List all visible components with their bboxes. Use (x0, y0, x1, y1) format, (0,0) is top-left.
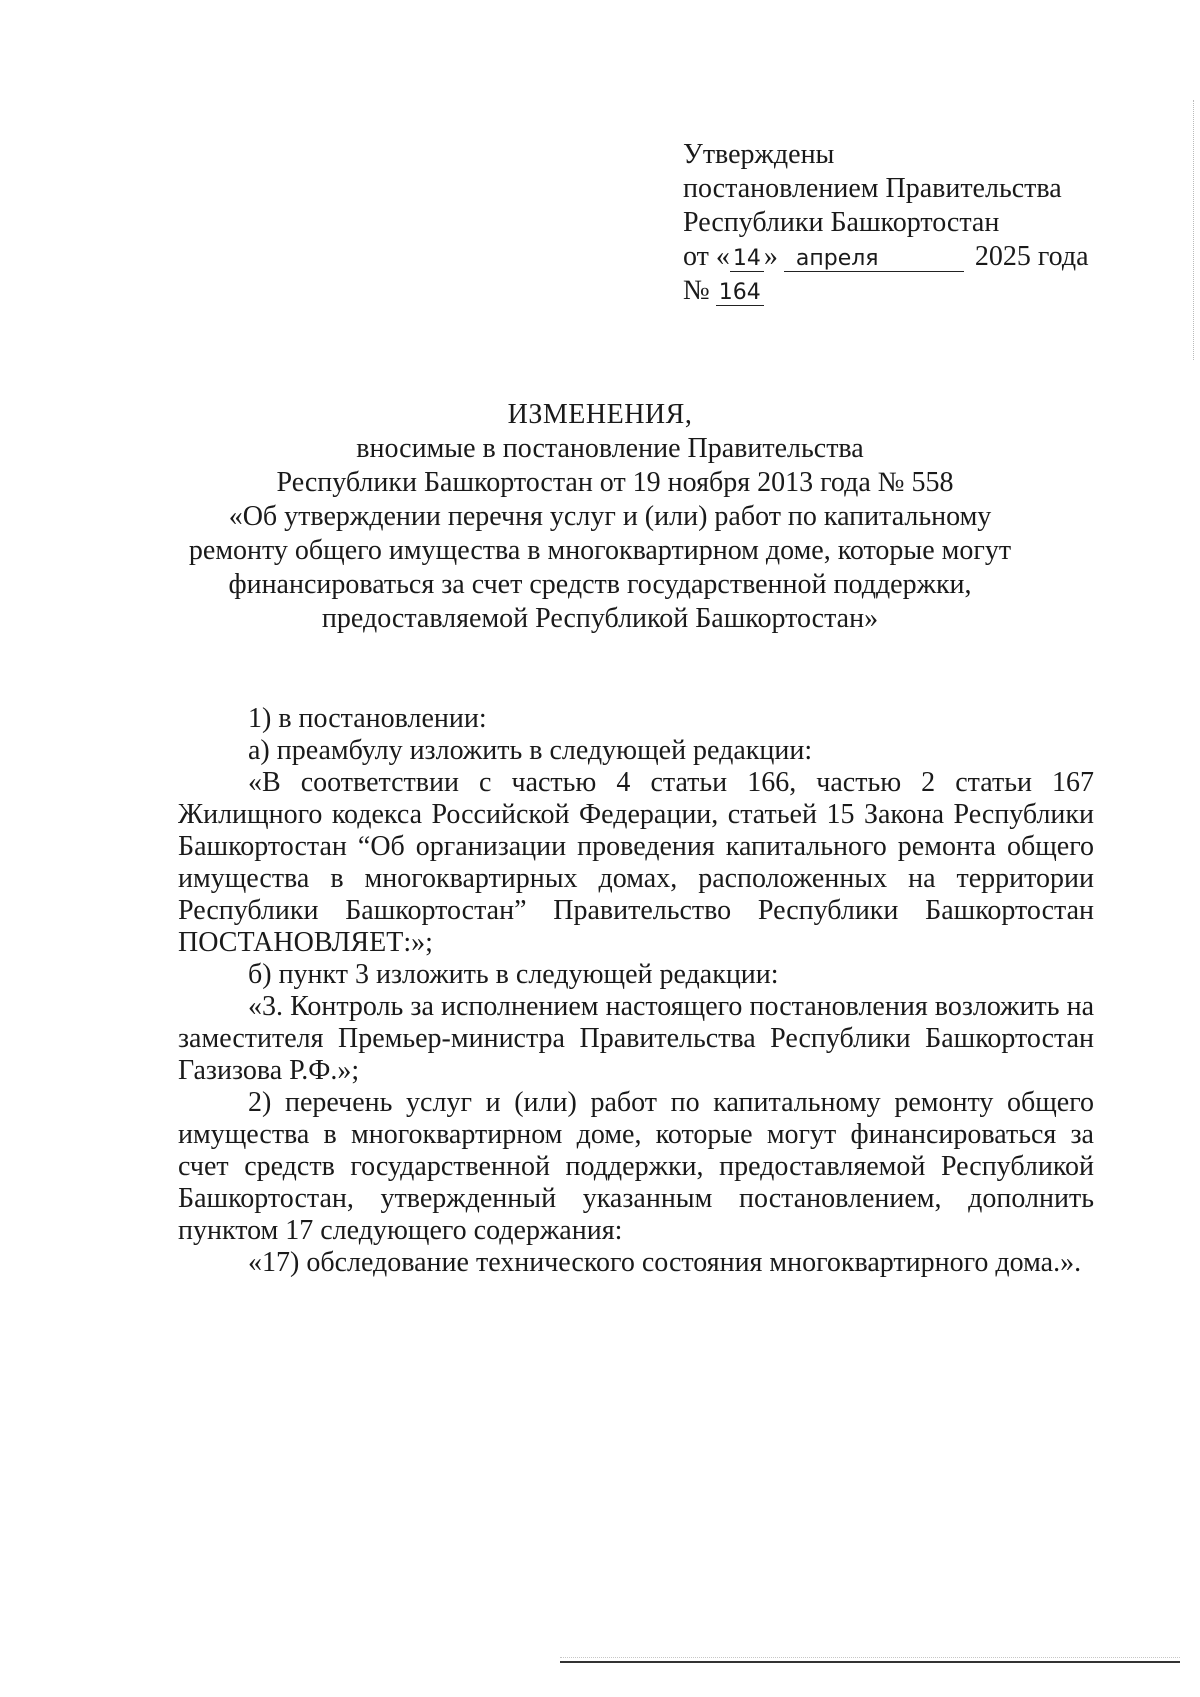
paragraph: б) пункт 3 изложить в следующей редакции: (248, 959, 779, 990)
date-day-field: 14 (730, 247, 764, 272)
approval-number-line (683, 274, 1103, 308)
scan-edge-artifact (1192, 100, 1194, 360)
approval-line-1: Утверждены (683, 139, 835, 170)
title-line: финансироваться за счет средств государственной поддержки, (228, 569, 972, 600)
number-field: 164 (716, 281, 764, 306)
paragraph: а) преамбулу изложить в следующей редакции: (248, 735, 813, 766)
paragraph: «В соответствии с частью 4 статьи 166, частью 2 статьи 167 Жилищного кодекса Российской Федерации, статьей 15 Закона Республики Башкортостан “Об организации проведения капитального ремонта общего имущества в многоквартирных домах, расположенных на территории Республики Башкортостан” Правительство Республики Башкортостан ПОСТАНОВЛЯЕТ:»; (178, 767, 1094, 958)
date-mid: » (763, 241, 778, 272)
scan-bottom-artifact (560, 1657, 1180, 1658)
title-line: ремонту общего имущества в многоквартирном доме, которые могут (188, 535, 1012, 566)
title-line: Республики Башкортостан от 19 ноября 2013 года № 558 (276, 467, 954, 498)
paragraph: «3. Контроль за исполнением настоящего постановления возложить на заместителя Премьер-министра Правительства Республики Башкортостан Газизова Р.Ф.»; (178, 991, 1094, 1086)
document-body (178, 703, 1094, 1279)
approval-date-line (683, 240, 1103, 274)
bottom-rule (560, 1661, 1180, 1663)
number-prefix: № (683, 275, 710, 306)
paragraph: «17) обследование технического состояния многоквартирного дома.». (248, 1247, 1082, 1278)
document-title (150, 398, 1050, 636)
title-line: предоставляемой Республикой Башкортостан» (321, 603, 879, 634)
approval-line-2: постановлением Правительства (683, 173, 1062, 204)
approval-line-3: Республики Башкортостан (683, 207, 1000, 238)
paragraph: 1) в постановлении: (248, 703, 487, 734)
date-year: 2025 года (974, 241, 1089, 272)
date-month-field: апреля (784, 247, 964, 272)
title-heading: ИЗМЕНЕНИЯ, (507, 399, 693, 430)
date-prefix: от « (683, 241, 730, 272)
title-line: «Об утверждении перечня услуг и (или) работ по капитальному (228, 501, 992, 532)
title-line: вносимые в постановление Правительства (356, 433, 864, 464)
approval-stamp (683, 138, 1103, 308)
paragraph: 2) перечень услуг и (или) работ по капитальному ремонту общего имущества в многоквартирном доме, которые могут финансироваться за счет средств государственной поддержки, предоставляемой Республикой Башкортостан, утвержденный указанным постановлением, дополнить пунктом 17 следующего содержания: (178, 1087, 1094, 1246)
